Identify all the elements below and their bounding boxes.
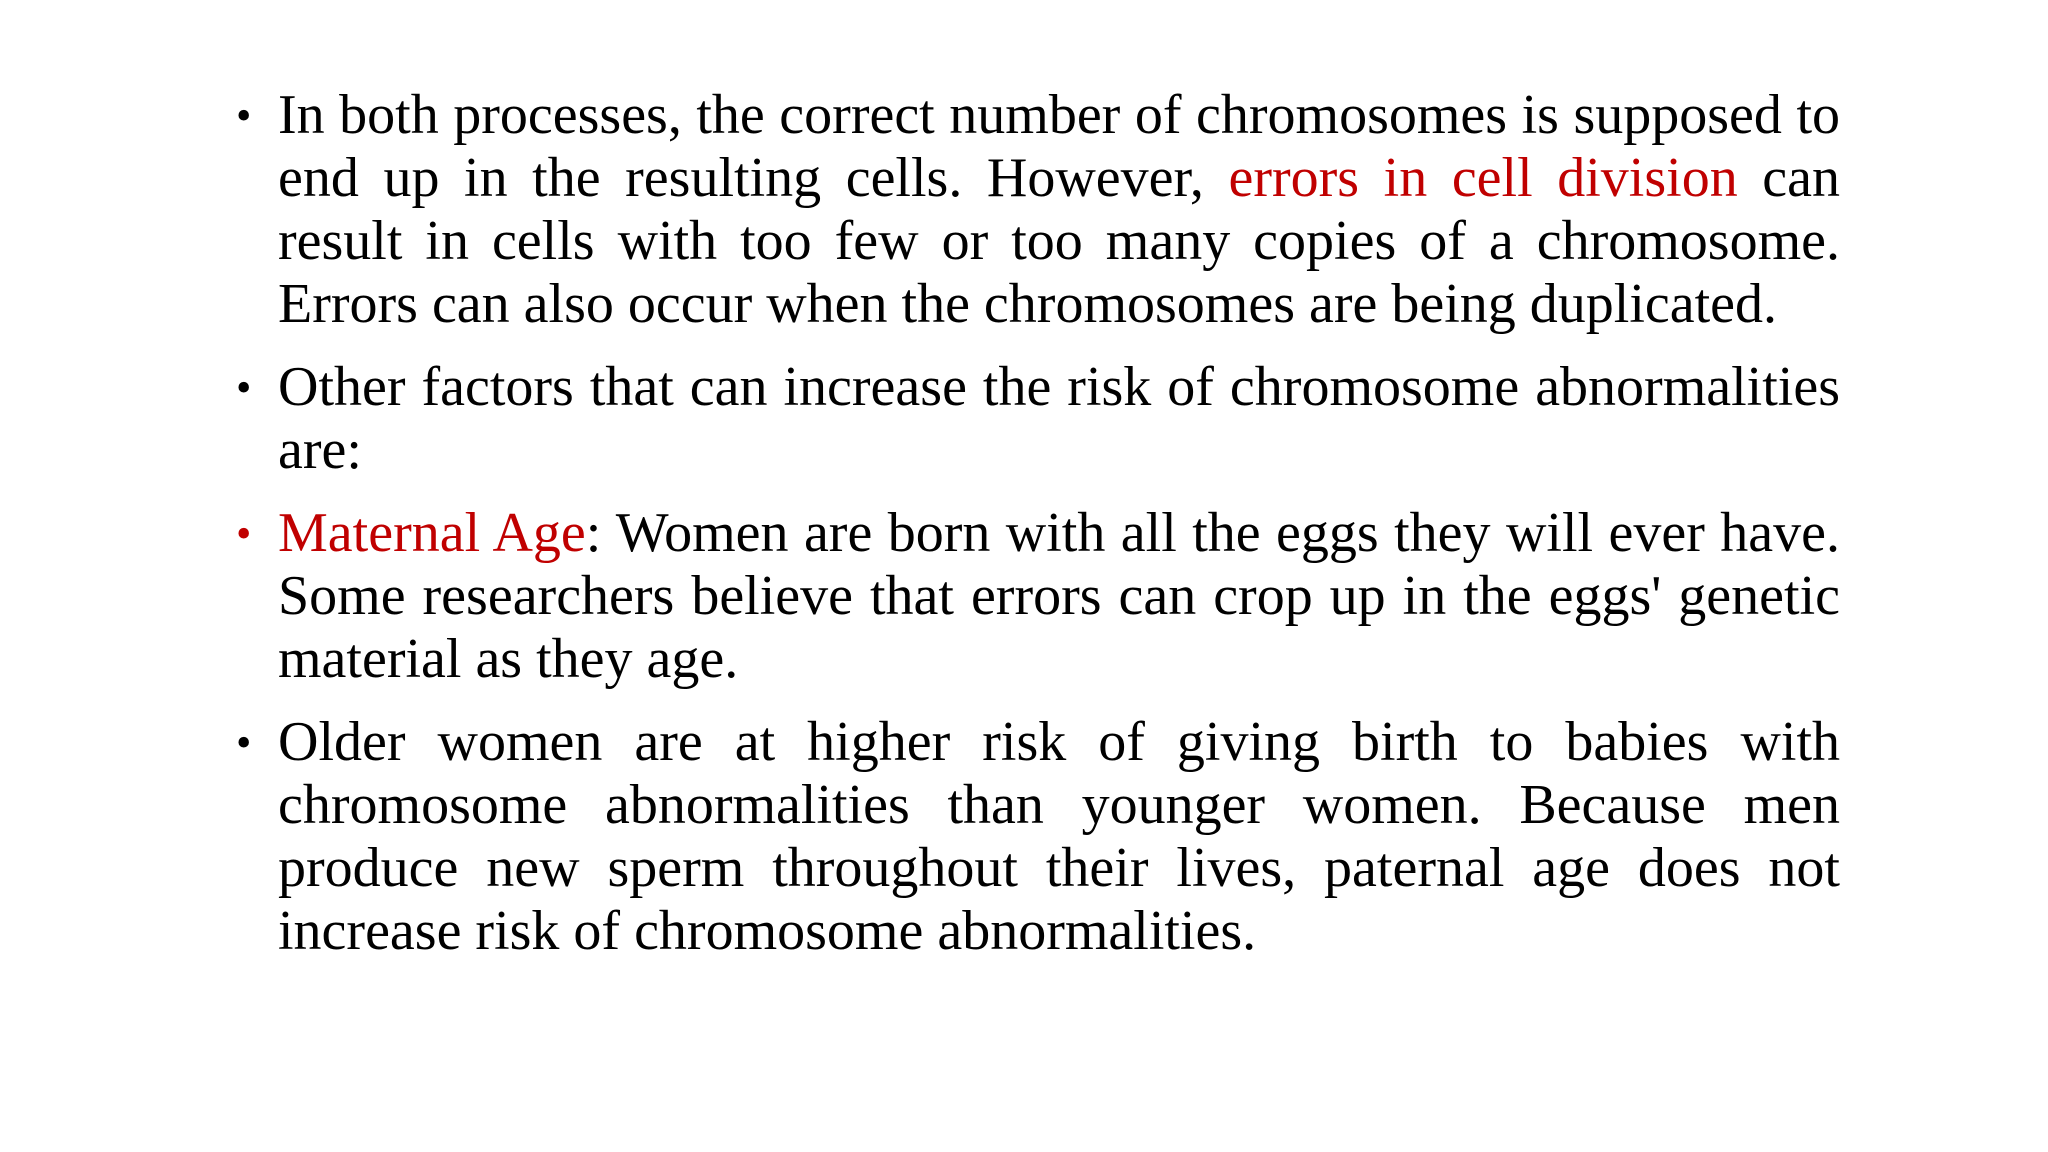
- bullet-text-post: can result in cells with too few or too many copies of a chromosome. Errors can also occur when the chromosomes are being duplicated.: [278, 147, 1840, 335]
- bullet-dot-icon: •: [236, 363, 252, 412]
- bullet-item-other-factors: [236, 356, 1840, 482]
- bullet-text-pre: In both processes, the correct number of chromosomes is supposed to end up in the resulting cells. However,: [278, 84, 1840, 209]
- bullet-text: Other factors that can increase the risk of chromosome abnormalities are:: [278, 356, 1840, 481]
- bullet-dot-icon: •: [236, 718, 252, 767]
- bullet-list: [236, 84, 1840, 983]
- bullet-dot-icon: •: [236, 509, 252, 558]
- highlight-maternal-age: Maternal Age: [278, 502, 586, 564]
- bullet-text-post: : Women are born with all the eggs they will ever have. Some researchers believe that errors can crop up in the eggs' genetic material as they age.: [278, 502, 1840, 690]
- bullet-item-older-women: [236, 711, 1840, 963]
- highlight-errors-in-cell-division: errors in cell division: [1228, 147, 1738, 209]
- bullet-item-cell-division-errors: [236, 84, 1840, 336]
- bullet-text: Older women are at higher risk of giving birth to babies with chromosome abnormalities than younger women. Because men produce new sperm throughout their lives, paternal age does not increase risk of chromosome abnormalities.: [278, 711, 1840, 962]
- bullet-item-maternal-age: [236, 502, 1840, 691]
- bullet-dot-icon: •: [236, 91, 252, 140]
